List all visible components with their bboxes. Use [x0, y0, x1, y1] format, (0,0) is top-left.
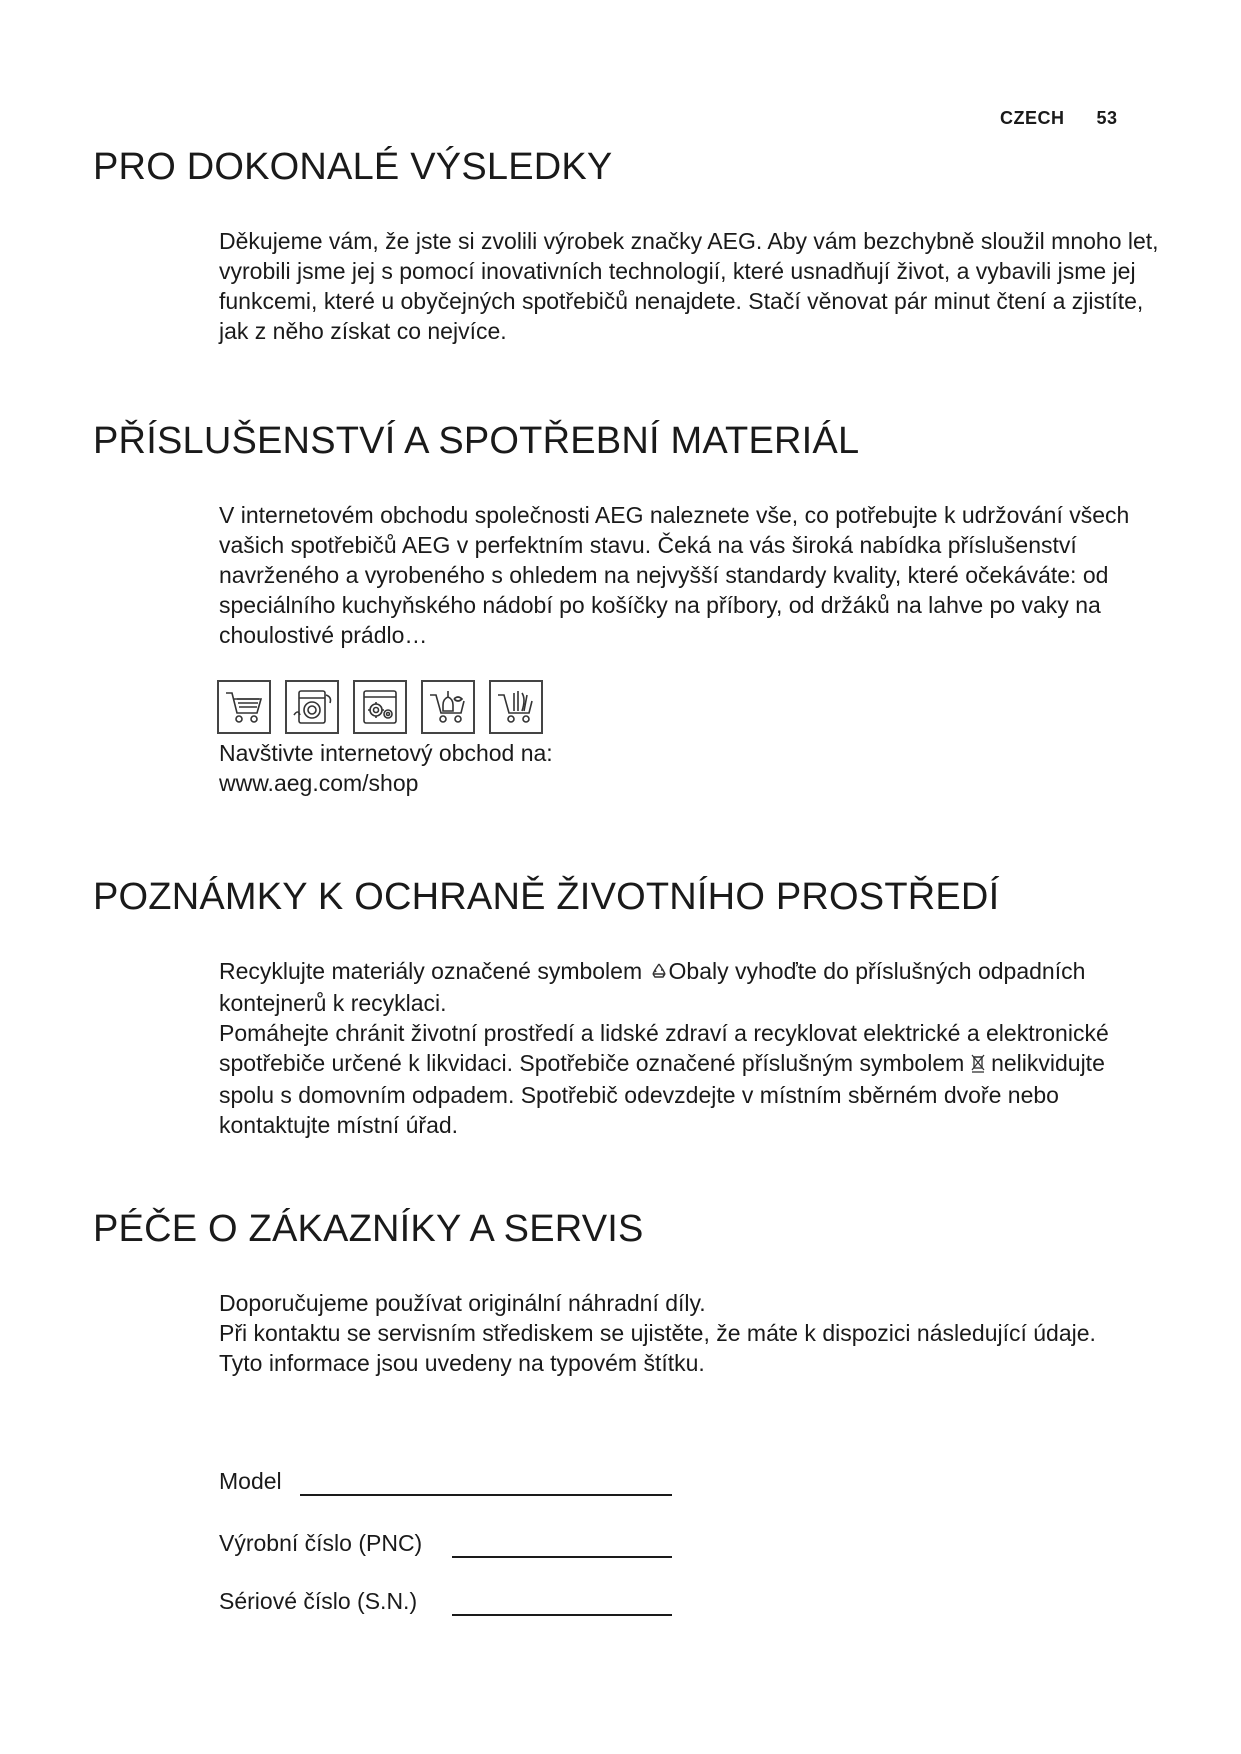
results-paragraph: Děkujeme vám, že jste si zvolili výrobek značky AEG. Aby vám bezchybně sloužil mnoho let, vyrobili jsme jej s pomocí inovativních technologií, které usnadňují život, a vybavili jsme jej funkcemi, které u obyčejných spotřebičů nenajdete. Stačí věnovat pár minut čtení a zjistíte, jak z něho získat co nejvíce. [219, 228, 1159, 344]
shop-visit-block [219, 738, 1159, 798]
sn-label: Sériové číslo (S.N.) [219, 1588, 418, 1614]
section-title-accessories: PŘÍSLUŠENSTVÍ A SPOTŘEBNÍ MATERIÁL [93, 420, 860, 462]
washing-machine-icon [285, 680, 339, 734]
weee-text-a: Pomáhejte chránit životní prostředí a lidské zdraví a recyklovat elektrické a elektronické spotřebiče určené k likvidaci. Spotřebiče označené příslušným symbolem [219, 1020, 1109, 1076]
shopping-cart-icon [217, 680, 271, 734]
recycle-symbol-icon [649, 958, 669, 988]
weee-text-b: nelikvidujte spolu s domovním odpadem. Spotřebič odevzdejte v místním sběrném dvoře nebo kontaktujte místní úřad. [219, 1050, 1105, 1138]
model-input-line[interactable] [300, 1494, 672, 1496]
section-title-service: PÉČE O ZÁKAZNÍKY A SERVIS [93, 1208, 644, 1250]
weee-paragraph [219, 1018, 1159, 1140]
crossed-bin-icon [971, 1050, 985, 1080]
model-label: Model [219, 1468, 282, 1494]
cart-utensils-icon [489, 680, 543, 734]
recycle-text-a: Recyklujte materiály označené symbolem [219, 958, 649, 984]
page-number: 53 [1096, 108, 1118, 128]
pnc-input-line[interactable] [452, 1556, 672, 1558]
shop-visit-label: Navštivte internetový obchod na: [219, 740, 553, 766]
cart-bottle-icon [421, 680, 475, 734]
section-body-service [219, 1288, 1159, 1378]
service-line-3: Tyto informace jsou uvedeny na typovém štítku. [219, 1350, 705, 1376]
service-line-2: Při kontaktu se servisním střediskem se ujistěte, že máte k dispozici následující údaje. [219, 1320, 1096, 1346]
page-header [1000, 108, 1118, 129]
pnc-label: Výrobní číslo (PNC) [219, 1530, 423, 1556]
sn-input-line[interactable] [452, 1614, 672, 1616]
recycle-paragraph [219, 956, 1159, 1018]
recycle-text-b: Obaly vyhoďte do příslušných odpadních kontejnerů k recyklaci. [219, 958, 1086, 1016]
section-title-results: PRO DOKONALÉ VÝSLEDKY [93, 146, 613, 188]
accessories-paragraph: V internetovém obchodu společnosti AEG naleznete vše, co potřebujte k udržování všech vašich spotřebičů AEG v perfektním stavu. Čeká na vás široká nabídka příslušenství navrženého a vyrobeného s ohledem na nejvyšší standardy kvality, které očekáváte: od speciálního kuchyňského nádobí po košíčky na příbory, od držáků na lahve po vaky na choulostivé prádlo… [219, 502, 1130, 648]
shop-icons-row [217, 680, 543, 734]
section-body-environment [219, 956, 1159, 1140]
shop-url-link[interactable]: www.aeg.com/shop [219, 770, 419, 796]
section-body-accessories [219, 500, 1159, 650]
service-line-1: Doporučujeme používat originální náhradní díly. [219, 1290, 706, 1316]
section-title-environment: POZNÁMKY K OCHRANĚ ŽIVOTNÍHO PROSTŘEDÍ [93, 876, 1000, 918]
section-body-results [219, 226, 1159, 346]
language-label: CZECH [1000, 108, 1065, 128]
appliance-gear-icon [353, 680, 407, 734]
